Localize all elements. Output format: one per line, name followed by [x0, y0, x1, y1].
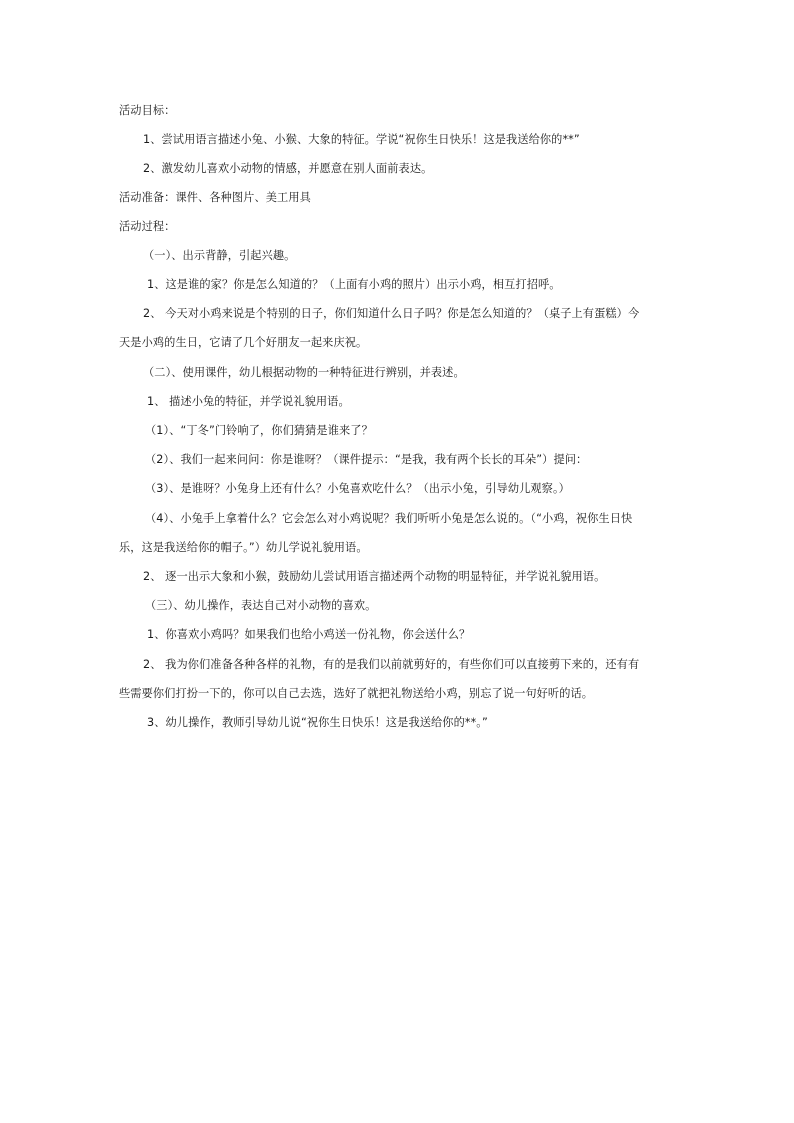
section-3-item-2-continued: 些需要你们打扮一下的，你可以自己去选，选好了就把礼物送给小鸡，别忘了说一句好听的话。	[119, 687, 594, 700]
section-1-item-2: 2、 今天对小鸡来说是个特别的日子，你们知道什么日子吗？你是怎么知道的？（桌子上有蛋糕）今	[143, 307, 640, 320]
section-heading-3: （三）、幼儿操作，表达自己对小动物的喜欢。	[145, 599, 377, 612]
goal-item-1: 1、尝试用语言描述小兔、小猴、大象的特征。学说“祝你生日快乐！这是我送给你的**”	[143, 133, 580, 146]
section-3-item-1: 1、你喜欢小鸡吗？如果我们也给小鸡送一份礼物，你会送什么？	[147, 628, 471, 641]
section-2-sub-item-3: （3）、是谁呀？小兔身上还有什么？小兔喜欢吃什么？（出示小兔，引导幼儿观察。）	[145, 482, 570, 495]
section-2-item-2: 2、 逐一出示大象和小猴，鼓励幼儿尝试用语言描述两个动物的明显特征，并学说礼貌用语。	[143, 570, 606, 583]
heading-activity-process: 活动过程：	[119, 220, 176, 233]
section-2-sub-item-4-continued: 乐，这是我送给你的帽子。”）幼儿学说礼貌用语。	[119, 541, 368, 554]
section-heading-1: （一）、出示背静，引起兴趣。	[143, 249, 296, 262]
section-3-item-2: 2、 我为你们准备各种各样的礼物，有的是我们以前就剪好的，有些你们可以直接剪下来的，还有有	[143, 658, 640, 671]
section-heading-2: （二）、使用课件，幼儿根据动物的一种特征进行辨别，并表述。	[143, 366, 465, 379]
heading-activity-goals: 活动目标：	[119, 104, 176, 117]
heading-activity-preparation: 活动准备：课件、各种图片、美工用具	[119, 191, 311, 204]
section-2-sub-item-4: （4）、小兔手上拿着什么？它会怎么对小鸡说呢？我们听听小兔是怎么说的。（“小鸡，祝你生日快	[145, 512, 633, 525]
section-2-sub-item-1: （1）、“丁冬”门铃响了，你们猜猜是谁来了？	[145, 424, 373, 437]
section-1-item-2-continued: 天是小鸡的生日，它请了几个好朋友一起来庆祝。	[119, 336, 368, 349]
section-2-sub-item-2: （2）、我们一起来问问：你是谁呀？（课件提示：“是我，我有两个长长的耳朵”）提问：	[145, 453, 588, 466]
section-2-item-1: 1、 描述小兔的特征，并学说礼貌用语。	[147, 395, 350, 408]
goal-item-2: 2、激发幼儿喜欢小动物的情感，并愿意在别人面前表达。	[143, 162, 433, 175]
section-3-item-3: 3、幼儿操作，教师引导幼儿说“祝你生日快乐！这是我送给你的**。”	[147, 716, 488, 729]
section-1-item-1: 1、这是谁的家？你是怎么知道的？（上面有小鸡的照片）出示小鸡，相互打招呼。	[147, 278, 561, 291]
